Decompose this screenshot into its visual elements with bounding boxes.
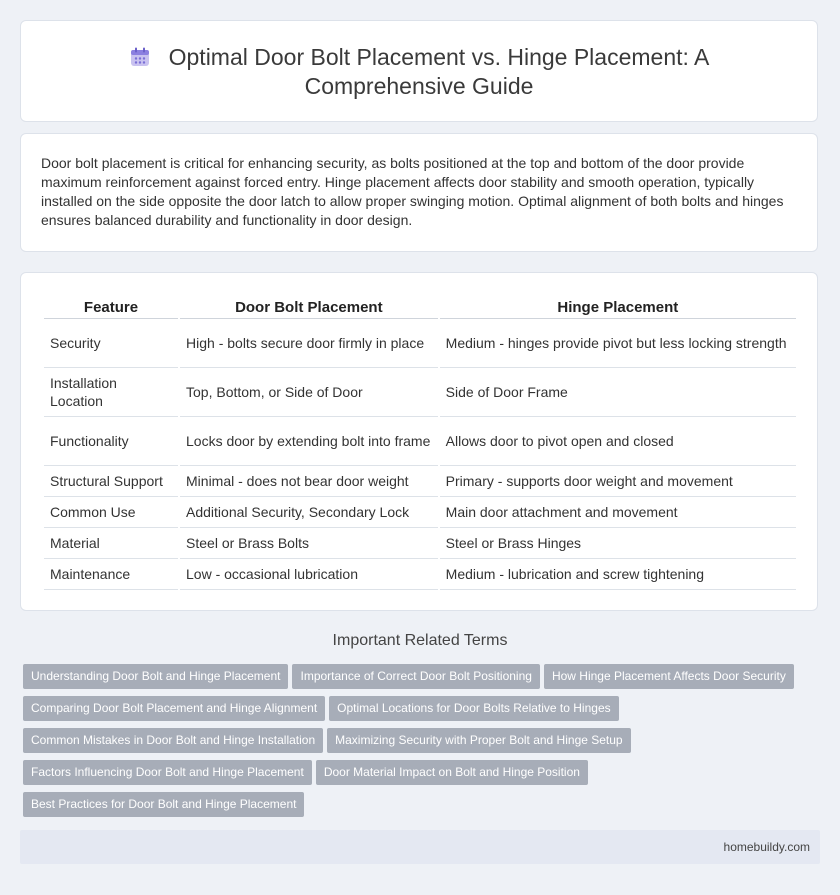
related-term-tag[interactable]: Common Mistakes in Door Bolt and Hinge Installation [23, 728, 323, 753]
tag-row [23, 664, 798, 689]
table-row [44, 466, 796, 497]
calendar-icon [129, 46, 151, 68]
comparison-table-card [20, 272, 818, 611]
footer [20, 830, 820, 864]
comparison-table [42, 293, 798, 590]
intro-card [20, 133, 818, 252]
table-row [44, 559, 796, 590]
table-row [44, 417, 796, 466]
intro-text: Door bolt placement is critical for enhancing security, as bolts positioned at the top and bottom of the door provide maximum reinforcement against forced entry. Hinge placement affects door stability and smooth operation, typically installed on the side opposite the door latch to allow proper swinging motion. Optimal alignment of both bolts and hinges ensures balanced durability and functionality in door design. [41, 155, 784, 228]
table-cell: Material [44, 528, 178, 559]
table-cell: Medium - hinges provide pivot but less locking strength [440, 319, 796, 368]
related-term-tag[interactable]: Understanding Door Bolt and Hinge Placement [23, 664, 288, 689]
title-line-1: Optimal Door Bolt Placement vs. Hinge Placement: A [168, 44, 710, 70]
column-header-hinge: Hinge Placement [440, 293, 796, 319]
table-cell: Locks door by extending bolt into frame [180, 417, 438, 466]
table-header-row [44, 293, 796, 319]
table-cell: Security [44, 319, 178, 368]
tag-row [23, 760, 592, 785]
table-cell: Primary - supports door weight and movement [440, 466, 796, 497]
header-card [20, 20, 818, 122]
related-term-tag[interactable]: Maximizing Security with Proper Bolt and Hinge Setup [327, 728, 630, 753]
table-cell: Additional Security, Secondary Lock [180, 497, 438, 528]
related-term-tag[interactable]: Importance of Correct Door Bolt Positioning [292, 664, 539, 689]
table-cell: Steel or Brass Bolts [180, 528, 438, 559]
table-cell: Top, Bottom, or Side of Door [180, 368, 438, 417]
column-header-feature: Feature [44, 293, 178, 319]
table-row [44, 319, 796, 368]
related-term-tag[interactable]: How Hinge Placement Affects Door Security [544, 664, 794, 689]
related-term-tag[interactable]: Door Material Impact on Bolt and Hinge Position [316, 760, 588, 785]
table-cell: Maintenance [44, 559, 178, 590]
table-cell: Minimal - does not bear door weight [180, 466, 438, 497]
tag-row [23, 792, 308, 817]
table-cell: High - bolts secure door firmly in place [180, 319, 438, 368]
related-term-tag[interactable]: Optimal Locations for Door Bolts Relative to Hinges [329, 696, 618, 721]
table-cell: Medium - lubrication and screw tightening [440, 559, 796, 590]
table-cell: Low - occasional lubrication [180, 559, 438, 590]
table-row [44, 497, 796, 528]
table-row [44, 528, 796, 559]
table-cell: Common Use [44, 497, 178, 528]
title-line-2: Comprehensive Guide [304, 73, 534, 99]
page-title [21, 43, 817, 101]
related-term-tag[interactable]: Best Practices for Door Bolt and Hinge Placement [23, 792, 304, 817]
table-cell: Functionality [44, 417, 178, 466]
related-term-tag[interactable]: Comparing Door Bolt Placement and Hinge Alignment [23, 696, 325, 721]
column-header-door-bolt: Door Bolt Placement [180, 293, 438, 319]
footer-site-link[interactable]: homebuildy.com [723, 840, 810, 854]
tag-row [23, 728, 635, 753]
tag-row [23, 696, 623, 721]
table-cell: Side of Door Frame [440, 368, 796, 417]
related-term-tag[interactable]: Factors Influencing Door Bolt and Hinge Placement [23, 760, 312, 785]
table-row [44, 368, 796, 417]
table-cell: Steel or Brass Hinges [440, 528, 796, 559]
related-terms-heading: Important Related Terms [332, 632, 508, 649]
table-cell: Allows door to pivot open and closed [440, 417, 796, 466]
table-cell: Installation Location [44, 368, 178, 417]
table-cell: Main door attachment and movement [440, 497, 796, 528]
table-cell: Structural Support [44, 466, 178, 497]
